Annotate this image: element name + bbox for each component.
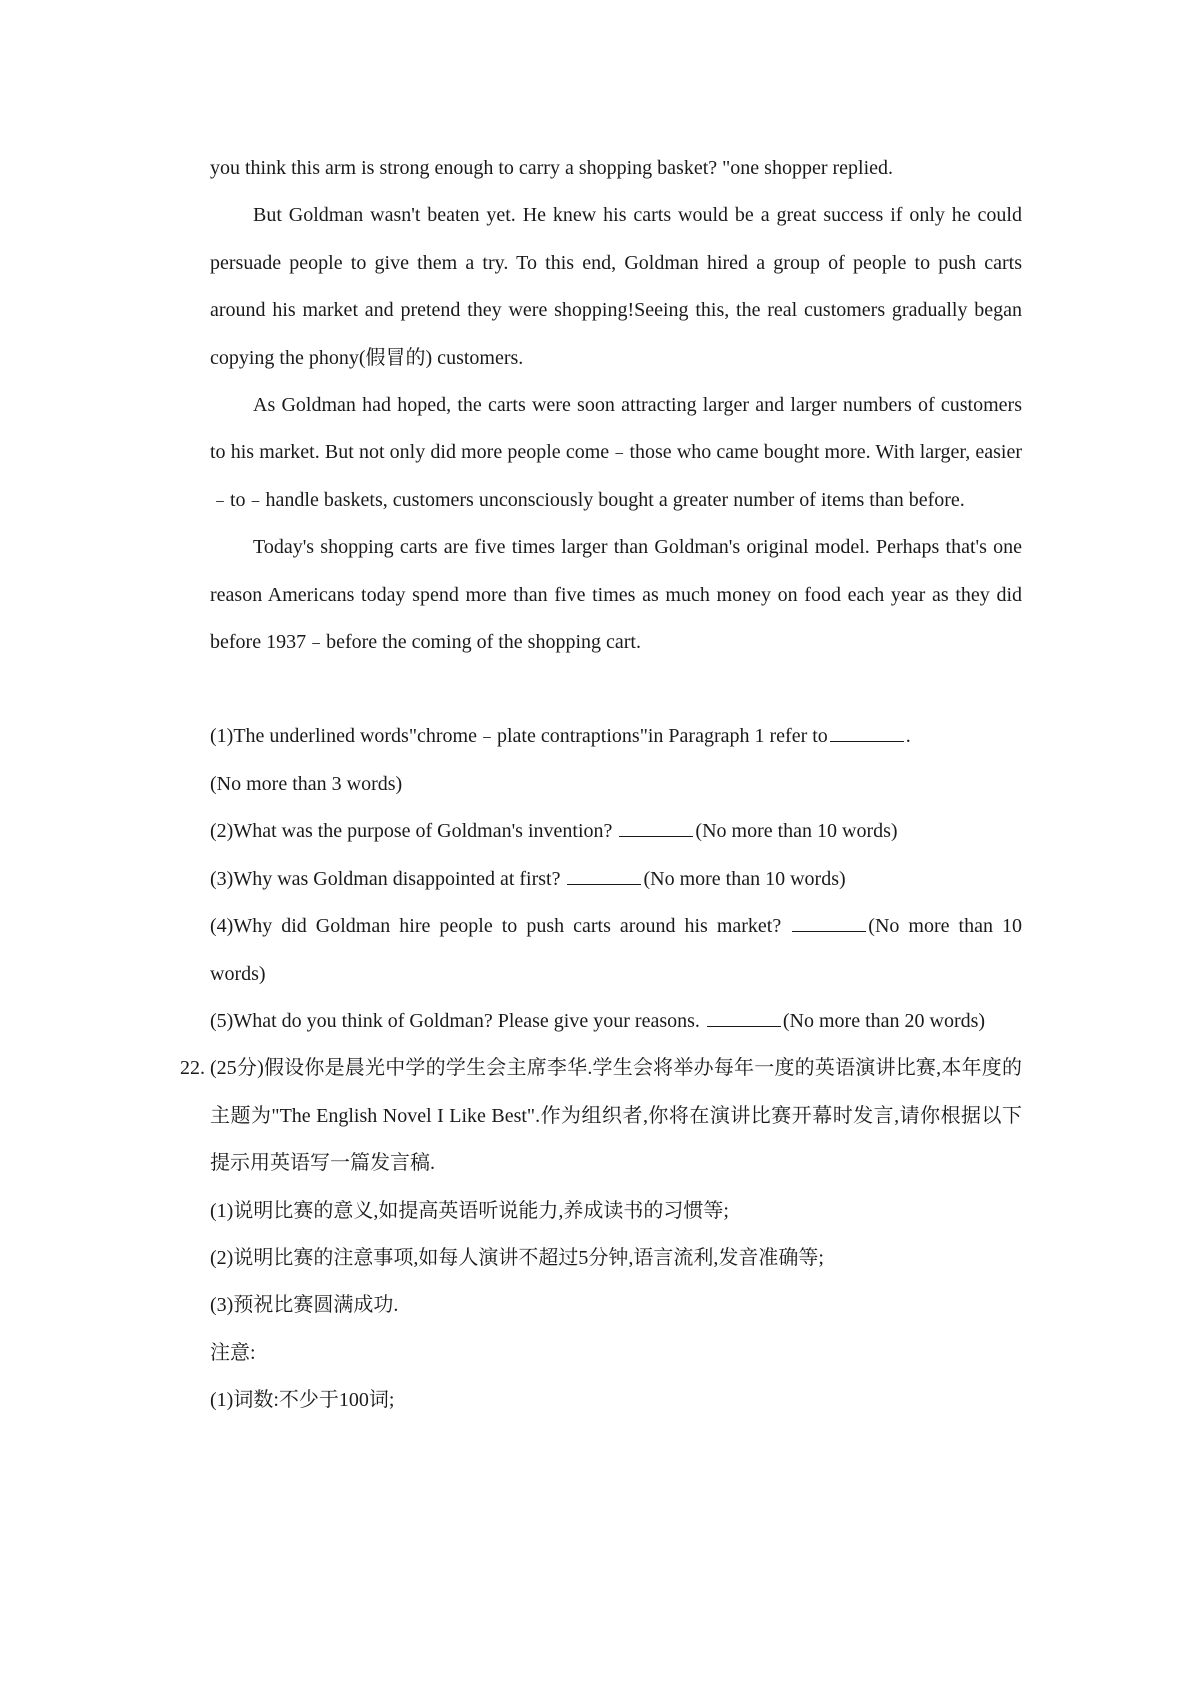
document-content: [180, 145, 1022, 1425]
question-2-text: (2)What was the purpose of Goldman's invention?: [210, 820, 618, 843]
passage-paragraph-today-carts: Today's shopping carts are five times larger than Goldman's original model. Perhaps that's one reason Americans today spend more than five times as much money on food each year as they did before 1937﹣before the coming of the shopping cart.: [210, 536, 1022, 654]
question-4: [210, 903, 1022, 998]
question-22-note-label: 注意:: [210, 1341, 256, 1364]
passage-paragraph-carts-attract: As Goldman had hoped, the carts were soon attracting larger and larger numbers of customers to his market. But not only did more people come﹣those who came bought more. With larger, easier﹣to﹣handle baskets, customers unconsciously bought a greater number of items than before.: [210, 394, 1022, 511]
question-4-text: (4)Why did Goldman hire people to push carts around his market?: [210, 915, 791, 938]
section-gap: [210, 666, 1022, 713]
question-22: [180, 1045, 1022, 1424]
passage-paragraph-goldman-persuade: But Goldman wasn't beaten yet. He knew his carts would be a great success if only he could persuade people to give them a try. To this end, Goldman hired a group of people to push carts around his market and pretend they were shopping!Seeing this, the real customers gradually began copying the phony(假冒的) customers.: [210, 204, 1022, 369]
question-22-item-3: (3)预祝比赛圆满成功.: [210, 1294, 399, 1317]
question-1: [210, 713, 1022, 760]
question-22-item-2: (2)说明比赛的注意事项,如每人演讲不超过5分钟,语言流利,发音准确等;: [210, 1246, 824, 1269]
answer-blank-2[interactable]: [619, 814, 693, 837]
question-3: [210, 856, 1022, 903]
question-3-limit: (No more than 10 words): [643, 867, 846, 890]
question-22-prompt: (25分)假设你是晨光中学的学生会主席李华.学生会将举办每年一度的英语演讲比赛,本年度的主题为"The English Novel I Like Best".作为组织者,你将在演讲比赛开幕时发言,请你根据以下提示用英语写一篇发言稿.: [210, 1057, 1022, 1175]
question-22-item-1: (1)说明比赛的意义,如提高英语听说能力,养成读书的习惯等;: [210, 1199, 729, 1222]
question-5-text: (5)What do you think of Goldman? Please give your reasons.: [210, 1009, 705, 1032]
question-1-period: .: [905, 725, 911, 748]
passage-paragraph-continued: you think this arm is strong enough to carry a shopping basket? "one shopper replied.: [210, 157, 894, 179]
answer-blank-1[interactable]: [830, 719, 904, 742]
question-5: [210, 998, 1022, 1045]
question-22-note-1: (1)词数:不少于100词;: [210, 1389, 395, 1412]
answer-blank-5[interactable]: [707, 1004, 781, 1027]
answer-blank-3[interactable]: [567, 862, 641, 885]
question-5-limit: (No more than 20 words): [782, 1009, 986, 1032]
question-1-text: (1)The underlined words"chrome﹣plate contraptions"in Paragraph 1 refer to: [210, 725, 828, 748]
question-3-text: (3)Why was Goldman disappointed at first?: [210, 867, 566, 890]
question-2: [210, 808, 1022, 855]
question-4-limit: (No more than 10 words): [210, 915, 1022, 985]
question-22-number: 22.: [180, 1057, 205, 1080]
answer-blank-4[interactable]: [792, 909, 866, 932]
question-2-limit: (No more than 10 words): [695, 820, 898, 843]
question-1-limit: (No more than 3 words): [210, 772, 403, 795]
